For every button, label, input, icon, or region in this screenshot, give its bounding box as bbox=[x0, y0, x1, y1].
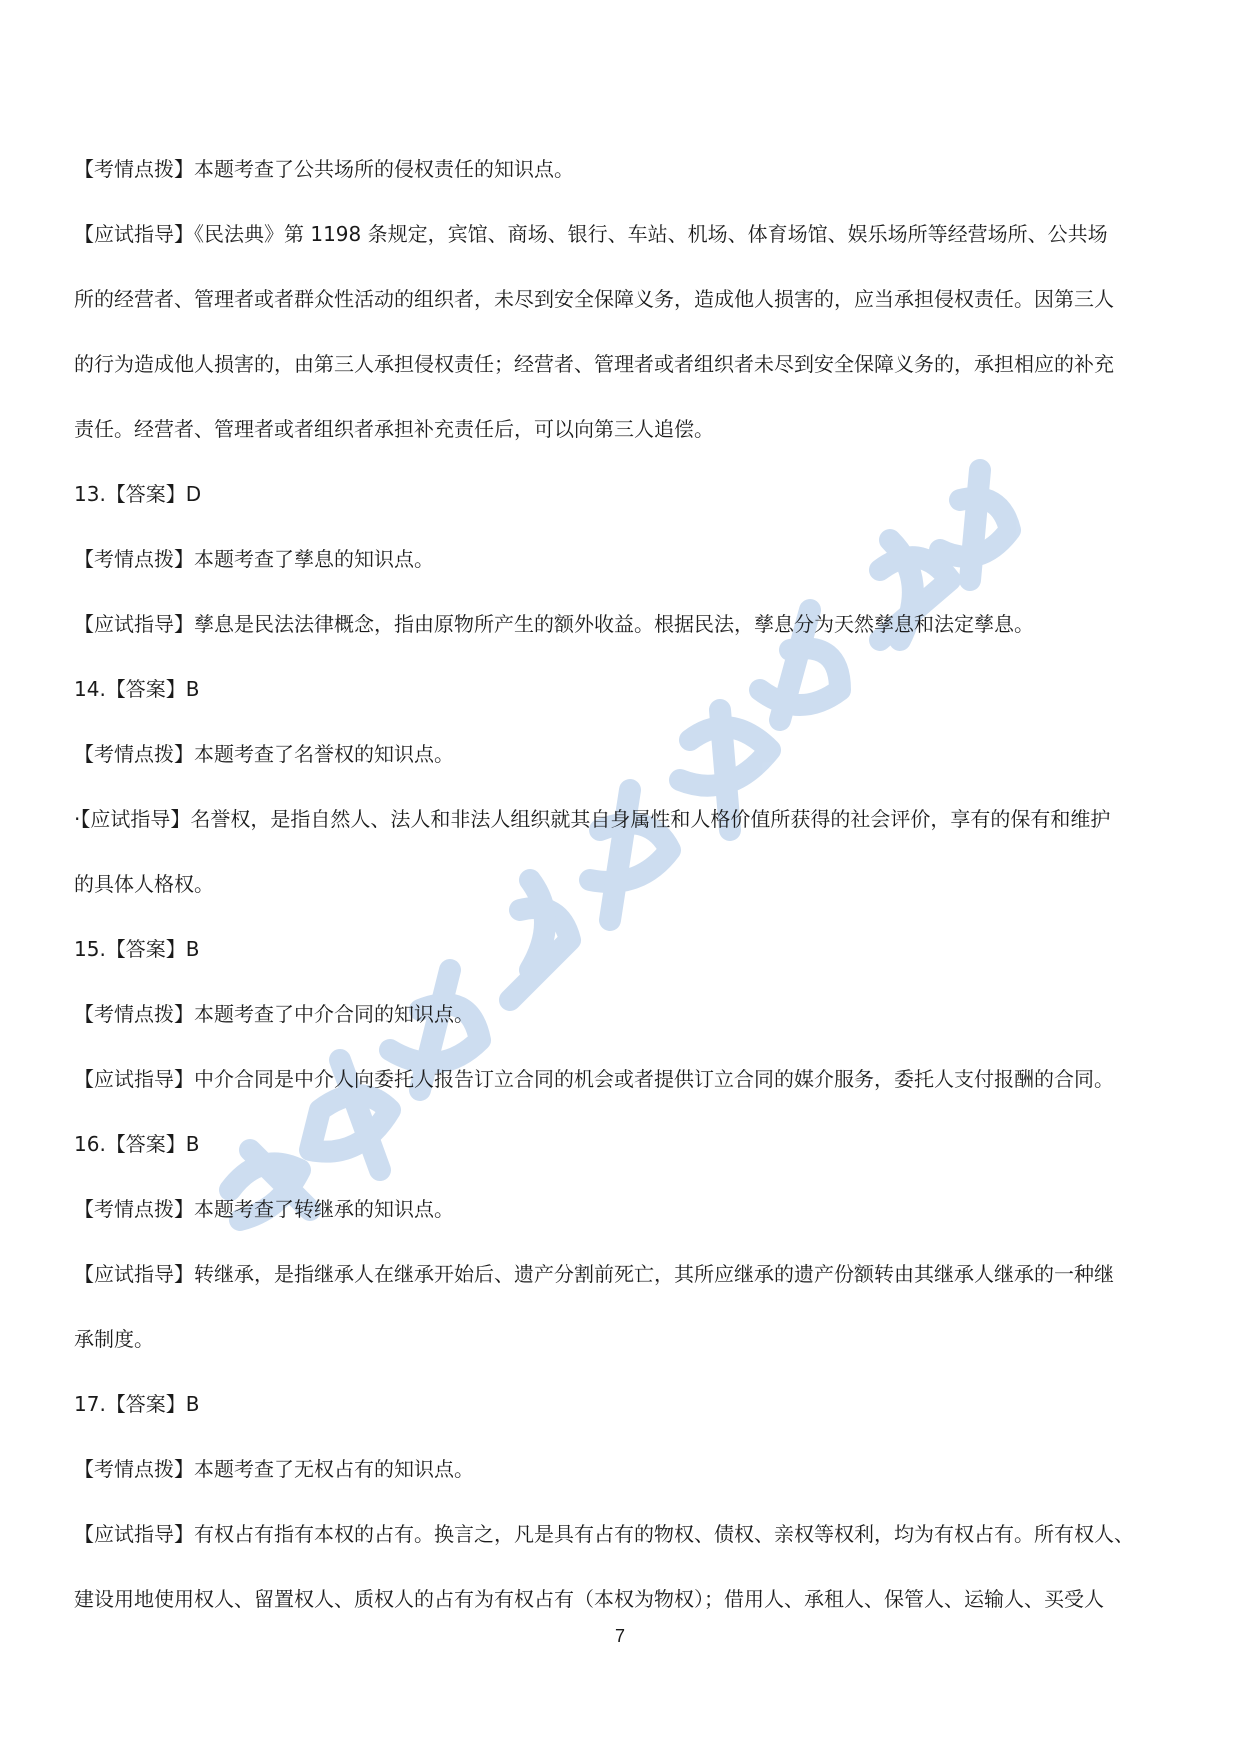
text-line: 的具体人格权。 bbox=[74, 872, 214, 896]
text-line: 【应试指导】中介合同是中介人向委托人报告订立合同的机会或者提供订立合同的媒介服务，委托人支付报酬的合同。 bbox=[74, 1067, 1114, 1091]
text-line: 所的经营者、管理者或者群众性活动的组织者，未尽到安全保障义务，造成他人损害的，应当承担侵权责任。因第三人 bbox=[74, 287, 1114, 311]
text-line: 【考情点拨】本题考查了孳息的知识点。 bbox=[74, 547, 434, 571]
text-line: 建设用地使用权人、留置权人、质权人的占有为有权占有（本权为物权）；借用人、承租人、保管人、运输人、买受人 bbox=[74, 1587, 1104, 1611]
text-line: 承制度。 bbox=[74, 1327, 154, 1351]
text-line: 【应试指导】转继承，是指继承人在继承开始后、遗产分割前死亡，其所应继承的遗产份额转由其继承人继承的一种继 bbox=[74, 1262, 1114, 1286]
answer-line: 14.【答案】B bbox=[74, 677, 200, 701]
text-line: 【考情点拨】本题考查了无权占有的知识点。 bbox=[74, 1457, 474, 1481]
text-line: 的行为造成他人损害的，由第三人承担侵权责任；经营者、管理者或者组织者未尽到安全保障义务的，承担相应的补充 bbox=[74, 352, 1114, 376]
text-line: 【考情点拨】本题考查了转继承的知识点。 bbox=[74, 1197, 454, 1221]
text-line: 【应试指导】孳息是民法法律概念，指由原物所产生的额外收益。根据民法，孳息分为天然孳息和法定孳息。 bbox=[74, 612, 1034, 636]
text-line: 【考情点拨】本题考查了中介合同的知识点。 bbox=[74, 1002, 474, 1026]
answer-line: 17.【答案】B bbox=[74, 1392, 200, 1416]
text-line: 责任。经营者、管理者或者组织者承担补充责任后，可以向第三人追偿。 bbox=[74, 417, 714, 441]
text-line: 【应试指导】《民法典》第 1198 条规定，宾馆、商场、银行、车站、机场、体育场馆、娱乐场所等经营场所、公共场 bbox=[74, 222, 1108, 246]
answer-line: 16.【答案】B bbox=[74, 1132, 200, 1156]
text-line: 【应试指导】有权占有指有本权的占有。换言之，凡是具有占有的物权、债权、亲权等权利，均为有权占有。所有权人、 bbox=[74, 1522, 1134, 1546]
text-line: 【考情点拨】本题考查了名誉权的知识点。 bbox=[74, 742, 454, 766]
page-number: 7 bbox=[614, 1626, 625, 1646]
answer-line: 13.【答案】D bbox=[74, 482, 202, 506]
text-line: 【考情点拨】本题考查了公共场所的侵权责任的知识点。 bbox=[74, 157, 574, 181]
document-body bbox=[74, 137, 1174, 1632]
answer-line: 15.【答案】B bbox=[74, 937, 200, 961]
text-line: ·【应试指导】名誉权，是指自然人、法人和非法人组织就其自身属性和人格价值所获得的社会评价，享有的保有和维护 bbox=[74, 807, 1111, 831]
